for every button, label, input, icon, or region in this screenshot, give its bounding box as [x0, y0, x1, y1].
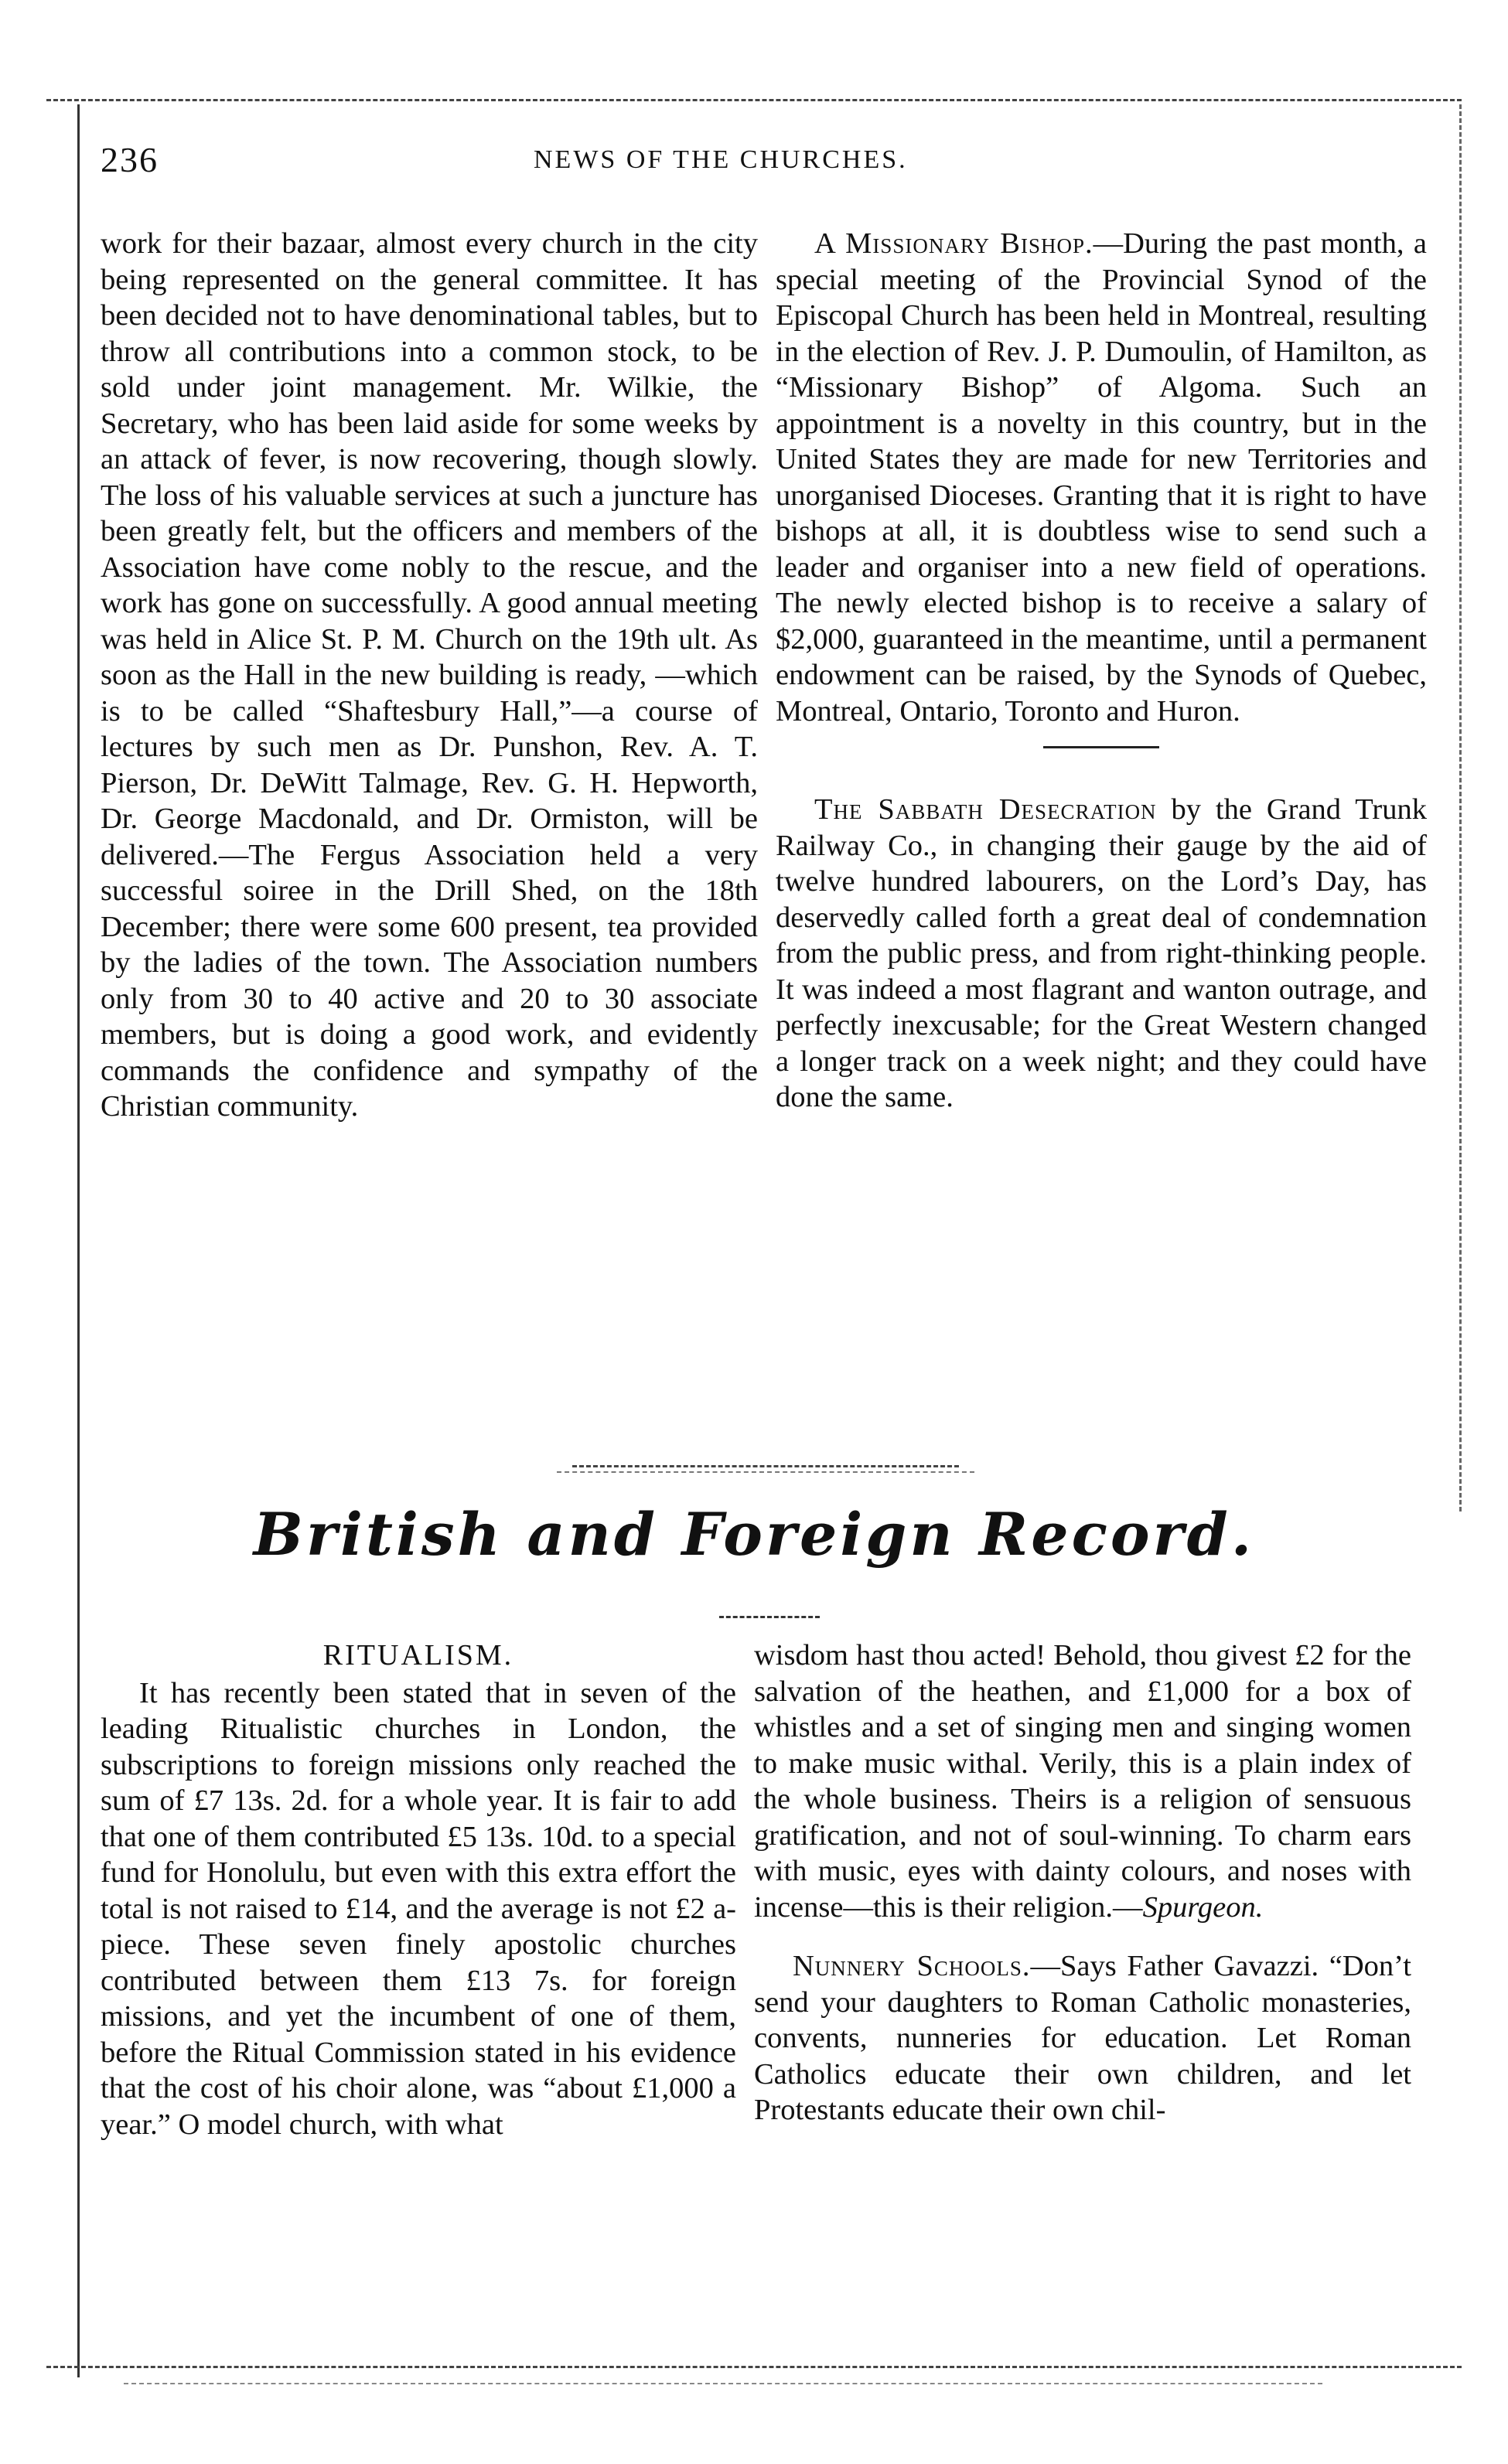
ritualism-heading: RITUALISM.	[322, 1639, 514, 1672]
footer-rule	[124, 2383, 1322, 2384]
page-border-right	[1459, 104, 1462, 1511]
sabbath-desecration-paragraph	[776, 792, 1427, 1116]
ritualism-continuation-text: wisdom hast thou acted! Behold, thou givest £2 for the salvation of the heathen, and £1,000 for a box of whistles and a set of singing men and singing women to make music withal. Verily, this is a plain index of the whole business. Theirs is a religion of sensuous gratification, and not of soul-winning. To charm ears with music, eyes with dainty colours, and noses with incense—this is their religion.—	[754, 1639, 1411, 1924]
page-border-left	[77, 104, 80, 2377]
page-header	[101, 139, 1415, 186]
section-divider	[572, 1465, 959, 1467]
missionary-bishop-heading: A Missionary Bishop.	[814, 227, 1093, 260]
section-title: British and Foreign Record.	[253, 1500, 1255, 1569]
ritualism-continuation	[754, 1638, 1411, 1925]
sabbath-desecration-heading: The Sabbath Desecration	[814, 793, 1157, 826]
spurgeon-attribution: Spurgeon.	[1142, 1890, 1264, 1924]
missionary-bishop-body: —During the past month, a special meeting of the Provincial Synod of the Episcopal Church has been held in Montreal, resulting in the election of Rev. J. P. Dumoulin, of Hamilton, as “Missionary Bishop” of Algoma. Such an appointment is a novelty in this country, but in the United States they are made for new Territories and unorganised Dioceses. Granting that it is right to have bishops at all, it is doubtless wise to send such a leader and organiser into a new field of operations. The newly elected bishop is to receive a salary of $2,000, guaranteed in the meantime, until a permanent endowment can be raised, by the Synods of Quebec, Montreal, Ontario, Toronto and Huron.	[776, 227, 1428, 728]
nunnery-schools-paragraph	[754, 1948, 1411, 2128]
nunnery-schools-heading: Nunnery Schools.	[793, 1950, 1031, 1982]
section-divider-secondary	[557, 1471, 974, 1473]
ritualism-paragraph: It has recently been stated that in seven of the leading Ritualistic churches in London, the subscriptions to foreign missions only reached the sum of £7 13s. 2d. for a whole year. It is fair to add that one of them contributed £5 13s. 10d. to a special fund for Honolulu, but even with this extra effort the total is not raised to £14, and the average is not £2 a-piece. These seven finely apostolic churches contributed between them £13 7s. for foreign missions, and yet the incumbent of one of them, before the Ritual Commission stated in his evidence that the cost of his choir alone, was “about £1,000 a year.” O model church, with what	[101, 1676, 736, 2141]
page-border-bottom	[46, 2366, 1462, 2368]
nunnery-schools-body: —Says Father Gavazzi. “Don’t send your daughters to Roman Catholic monasteries, convents, nunneries for education. Let Roman Catholics educate their own children, and let Protestants educate their own chil-	[754, 1950, 1412, 2126]
bazaar-paragraph: work for their bazaar, almost every church in the city being represented on the general committee. It has been decided not to have denominational tables, but to throw all contributions into a common stock, to be sold under joint management. Mr. Wilkie, the Secretary, who has been laid aside for some weeks by an attack of fever, is now recovering, though slowly. The loss of his valuable services at such a juncture has been greatly felt, but the officers and members of the Association have come nobly to the rescue, and the work has gone on successfully. A good annual meeting was held in Alice St. P. M. Church on the 19th ult. As soon as the Hall in the new building is ready, —which is to be called “Shaftesbury Hall,”—a course of lectures by such men as Dr. Punshon, Rev. A. T. Pierson, Dr. DeWitt Talmage, Rev. G. H. Hepworth, Dr. George Macdonald, and Dr. Ormiston, will be delivered.—The Fergus Association held a very successful soiree in the Drill Shed, on the 18th December; there were some 600 present, tea provided by the ladies of the town. The Association numbers only from 30 to 40 active and 20 to 30 associate members, but is doing a good work, and evidently commands the confidence and sympathy of the Christian community.	[101, 227, 758, 1123]
sabbath-desecration-body: by the Grand Trunk Railway Co., in changing their gauge by the aid of twelve hundred labourers, on the Lord’s Day, has deservedly called forth a great deal of condemnation from the public press, and from right-thinking people. It was indeed a most flagrant and wanton outrage, and perfectly inexcusable; for the Great Western changed a longer track on a week night; and they could have done the same.	[776, 793, 1427, 1113]
column-right-top	[776, 226, 1427, 1116]
title-rule	[719, 1616, 820, 1618]
running-head: NEWS OF THE CHURCHES.	[534, 145, 908, 174]
page-border-top	[46, 99, 1462, 101]
missionary-bishop-paragraph	[776, 226, 1427, 729]
article-separator	[1043, 746, 1159, 748]
column-right-bottom	[754, 1638, 1411, 2128]
page-number: 236	[101, 140, 159, 179]
column-left-top	[101, 226, 758, 1125]
column-left-bottom	[101, 1638, 736, 2142]
